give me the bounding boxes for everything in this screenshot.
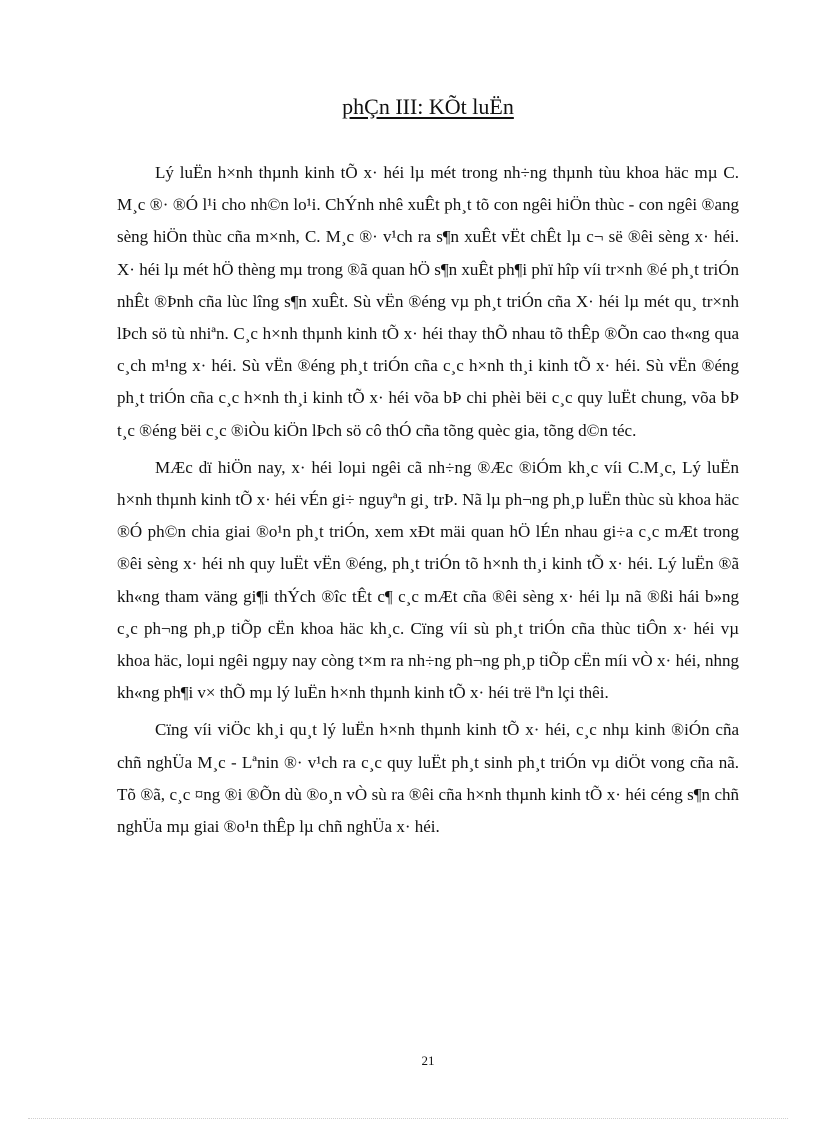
paragraph-conclusion-3: Cïng víi viÖc kh¸i qu¸t lý luËn h×nh thµnh kinh tÕ x· héi, c¸c nhµ kinh ®iÓn cña chñ nghÜa M¸c - Lªnin ®· v¹ch ra c¸c quy luËt ph¸t sinh ph¸t triÓn vµ diÖt vong cña nã. Tõ ®ã, c¸c ¤ng ®i ®Õn dù ®o¸n vÒ sù ra ®êi cña h×nh thµnh kinh tÕ x· héi céng s¶n chñ nghÜa mµ giai ®o¹n thÊp lµ chñ nghÜa x· héi. [117,720,739,837]
paragraph-conclusion-2: MÆc dï hiÖn nay, x· héi loµi ngêi cã nh÷ng ®Æc ®iÓm kh¸c víi C.M¸c, Lý luËn h×nh thµnh kinh tÕ x· héi vÉn gi÷ nguyªn gi¸ trÞ. Nã lµ ph¬ng ph¸p luËn thùc sù khoa häc ®Ó ph©n chia giai ®o¹n ph¸t triÓn, xem xÐt mäi quan hÖ lÉn nhau gi÷a c¸c mÆt trong ®êi sèng x· héi nh quy luËt vËn ®éng, ph¸t triÓn tõ h×nh th¸i kinh tÕ x· héi. Lý luËn ®ã kh«ng tham väng gi¶i thÝch ®îc tÊt c¶ c¸c mÆt cña ®êi sèng x· héi lµ nã ®ßi hái b»ng c¸c ph¬ng ph¸p tiÕp cËn khoa häc kh¸c. Cïng víi sù ph¸t triÓn cña thùc tiÔn x· héi vµ khoa häc, loµi ngêi ngµy nay còng t×m ra nh÷ng ph¬ng ph¸p tiÕp cËn míi vÒ x· héi, nhng kh«ng ph¶i v× thÕ mµ lý luËn h×nh thµnh kinh tÕ x· héi trë lªn lçi thêi. [117,457,739,703]
document-body [117,157,739,848]
paragraph-conclusion-1: Lý luËn h×nh thµnh kinh tÕ x· héi lµ mét trong nh÷ng thµnh tùu khoa häc mµ C. M¸c ®· ®Ó l¹i cho nh©n lo¹i. ChÝnh nhê xuÊt ph¸t tõ con ngêi hiÖn thùc - con ngêi ®ang sèng hiÖn thùc cña m×nh, C. M¸c ®· v¹ch ra s¶n xuÊt vËt chÊt lµ c¬ së ®êi sèng x· héi. X· héi lµ mét hÖ thèng mµ trong ®ã quan hÖ s¶n xuÊt ph¶i phï hîp víi tr×nh ®é ph¸t triÓn nhÊt ®Þnh cña lùc lîng s¶n xuÊt. Sù vËn ®éng vµ ph¸t triÓn cña X· héi lµ mét qu¸ tr×nh lÞch sö tù nhiªn. C¸c h×nh thµnh kinh tÕ x· héi thay thÕ nhau tõ thÊp ®Õn cao th«ng qua c¸ch m¹ng x· héi. Sù vËn ®éng ph¸t triÓn cña c¸c h×nh th¸i kinh tÕ x· héi. Sù vËn ®éng ph¸t triÓn cña c¸c h×nh th¸i kinh tÕ x· héi võa bÞ chi phèi bëi c¸c quy luËt chung, võa bÞ t¸c ®éng bëi c¸c ®iÒu kiÖn lÞch sö cô thÓ cña tõng quèc gia, tõng d©n téc. [117,163,739,440]
page-divider [28,1118,788,1119]
page-title: phÇn III: KÕt luËn [342,94,514,119]
page-number: 21 [421,1053,435,1068]
